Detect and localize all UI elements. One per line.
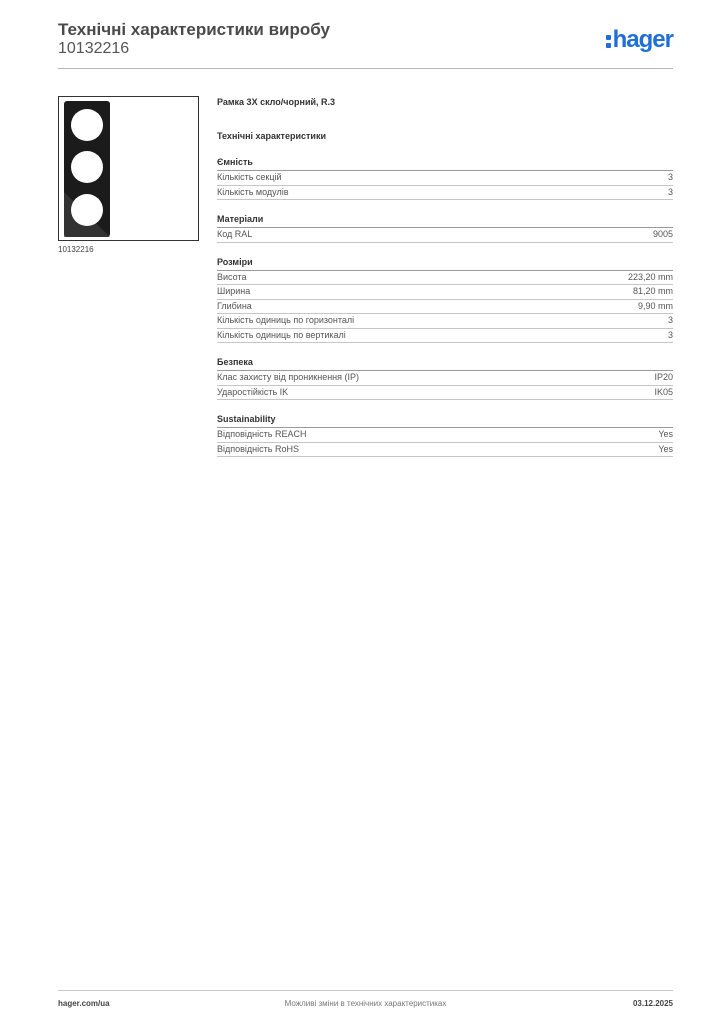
spec-value: IK05 [654, 386, 673, 397]
spec-value: Yes [658, 429, 673, 439]
spec-label: Клас захисту від проникнення (IP) [217, 372, 360, 382]
page-header [58, 20, 673, 68]
spec-group [217, 414, 673, 457]
spec-row [217, 386, 673, 401]
spec-label: Відповідність REACH [217, 429, 307, 439]
spec-label: Ударостійкість IK [217, 386, 289, 397]
spec-label: Відповідність RoHS [217, 443, 299, 454]
spec-value: 3 [667, 186, 673, 197]
header-divider [58, 68, 673, 69]
spec-value: Yes [658, 443, 673, 454]
spec-label: Висота [217, 271, 247, 282]
hager-logo[interactable] [606, 26, 673, 54]
footer-note: Можливі зміни в технічних характеристиках [284, 999, 447, 1008]
spec-row [217, 329, 673, 344]
spec-label: Код RAL [217, 229, 253, 239]
spec-row [217, 371, 673, 386]
spec-label: Кількість одиниць по горизонталі [217, 315, 355, 325]
footer-divider [58, 990, 673, 991]
specs-heading: Технічні характеристики [217, 131, 326, 141]
frame-3-gang-black-icon [59, 97, 198, 240]
spec-row [217, 443, 673, 458]
spec-group-title: Розміри [217, 257, 673, 271]
spec-row [217, 314, 673, 329]
product-image [58, 96, 199, 241]
spec-group-title: Ємність [217, 157, 673, 171]
spec-group-title: Безпека [217, 357, 673, 371]
spec-value: 3 [667, 329, 673, 340]
spec-group [217, 214, 673, 243]
spec-row [217, 186, 673, 201]
spec-row [217, 428, 673, 443]
spec-group [217, 257, 673, 344]
spec-group [217, 357, 673, 400]
spec-group-title: Sustainability [217, 414, 673, 428]
spec-row [217, 171, 673, 186]
specifications [217, 97, 673, 457]
spec-group [217, 157, 673, 200]
spec-label: Кількість секцій [217, 172, 282, 182]
spec-value: IP20 [654, 372, 673, 382]
spec-value: 9,90 mm [637, 300, 673, 311]
product-code: 10132216 [58, 40, 130, 57]
logo-dots-icon [606, 33, 611, 48]
spec-row [217, 300, 673, 315]
footer-website-link[interactable]: hager.com/ua [58, 999, 110, 1008]
frame-opening-1 [71, 109, 103, 141]
spec-row [217, 271, 673, 286]
frame-opening-2 [71, 151, 103, 183]
spec-group-title: Матеріали [217, 214, 673, 228]
spec-value: 81,20 mm [632, 286, 673, 296]
spec-groups [217, 157, 673, 457]
logo-text: hager [612, 26, 673, 53]
spec-label: Кількість одиниць по вертикалі [217, 329, 346, 340]
spec-value: 9005 [652, 229, 673, 239]
spec-label: Кількість модулів [217, 186, 289, 197]
product-name: Рамка 3Х скло/чорний, R.3 [217, 97, 336, 107]
spec-value: 223,20 mm [627, 271, 673, 282]
spec-value: 3 [667, 315, 673, 325]
page-title: Технічні характеристики виробу [58, 20, 330, 39]
spec-label: Глибина [217, 300, 252, 311]
spec-row [217, 285, 673, 300]
frame-opening-3 [71, 194, 103, 226]
image-caption: 10132216 [58, 245, 94, 254]
spec-row [217, 228, 673, 243]
spec-value: 3 [667, 172, 673, 182]
spec-label: Ширина [217, 286, 251, 296]
footer-date: 03.12.2025 [632, 999, 673, 1008]
